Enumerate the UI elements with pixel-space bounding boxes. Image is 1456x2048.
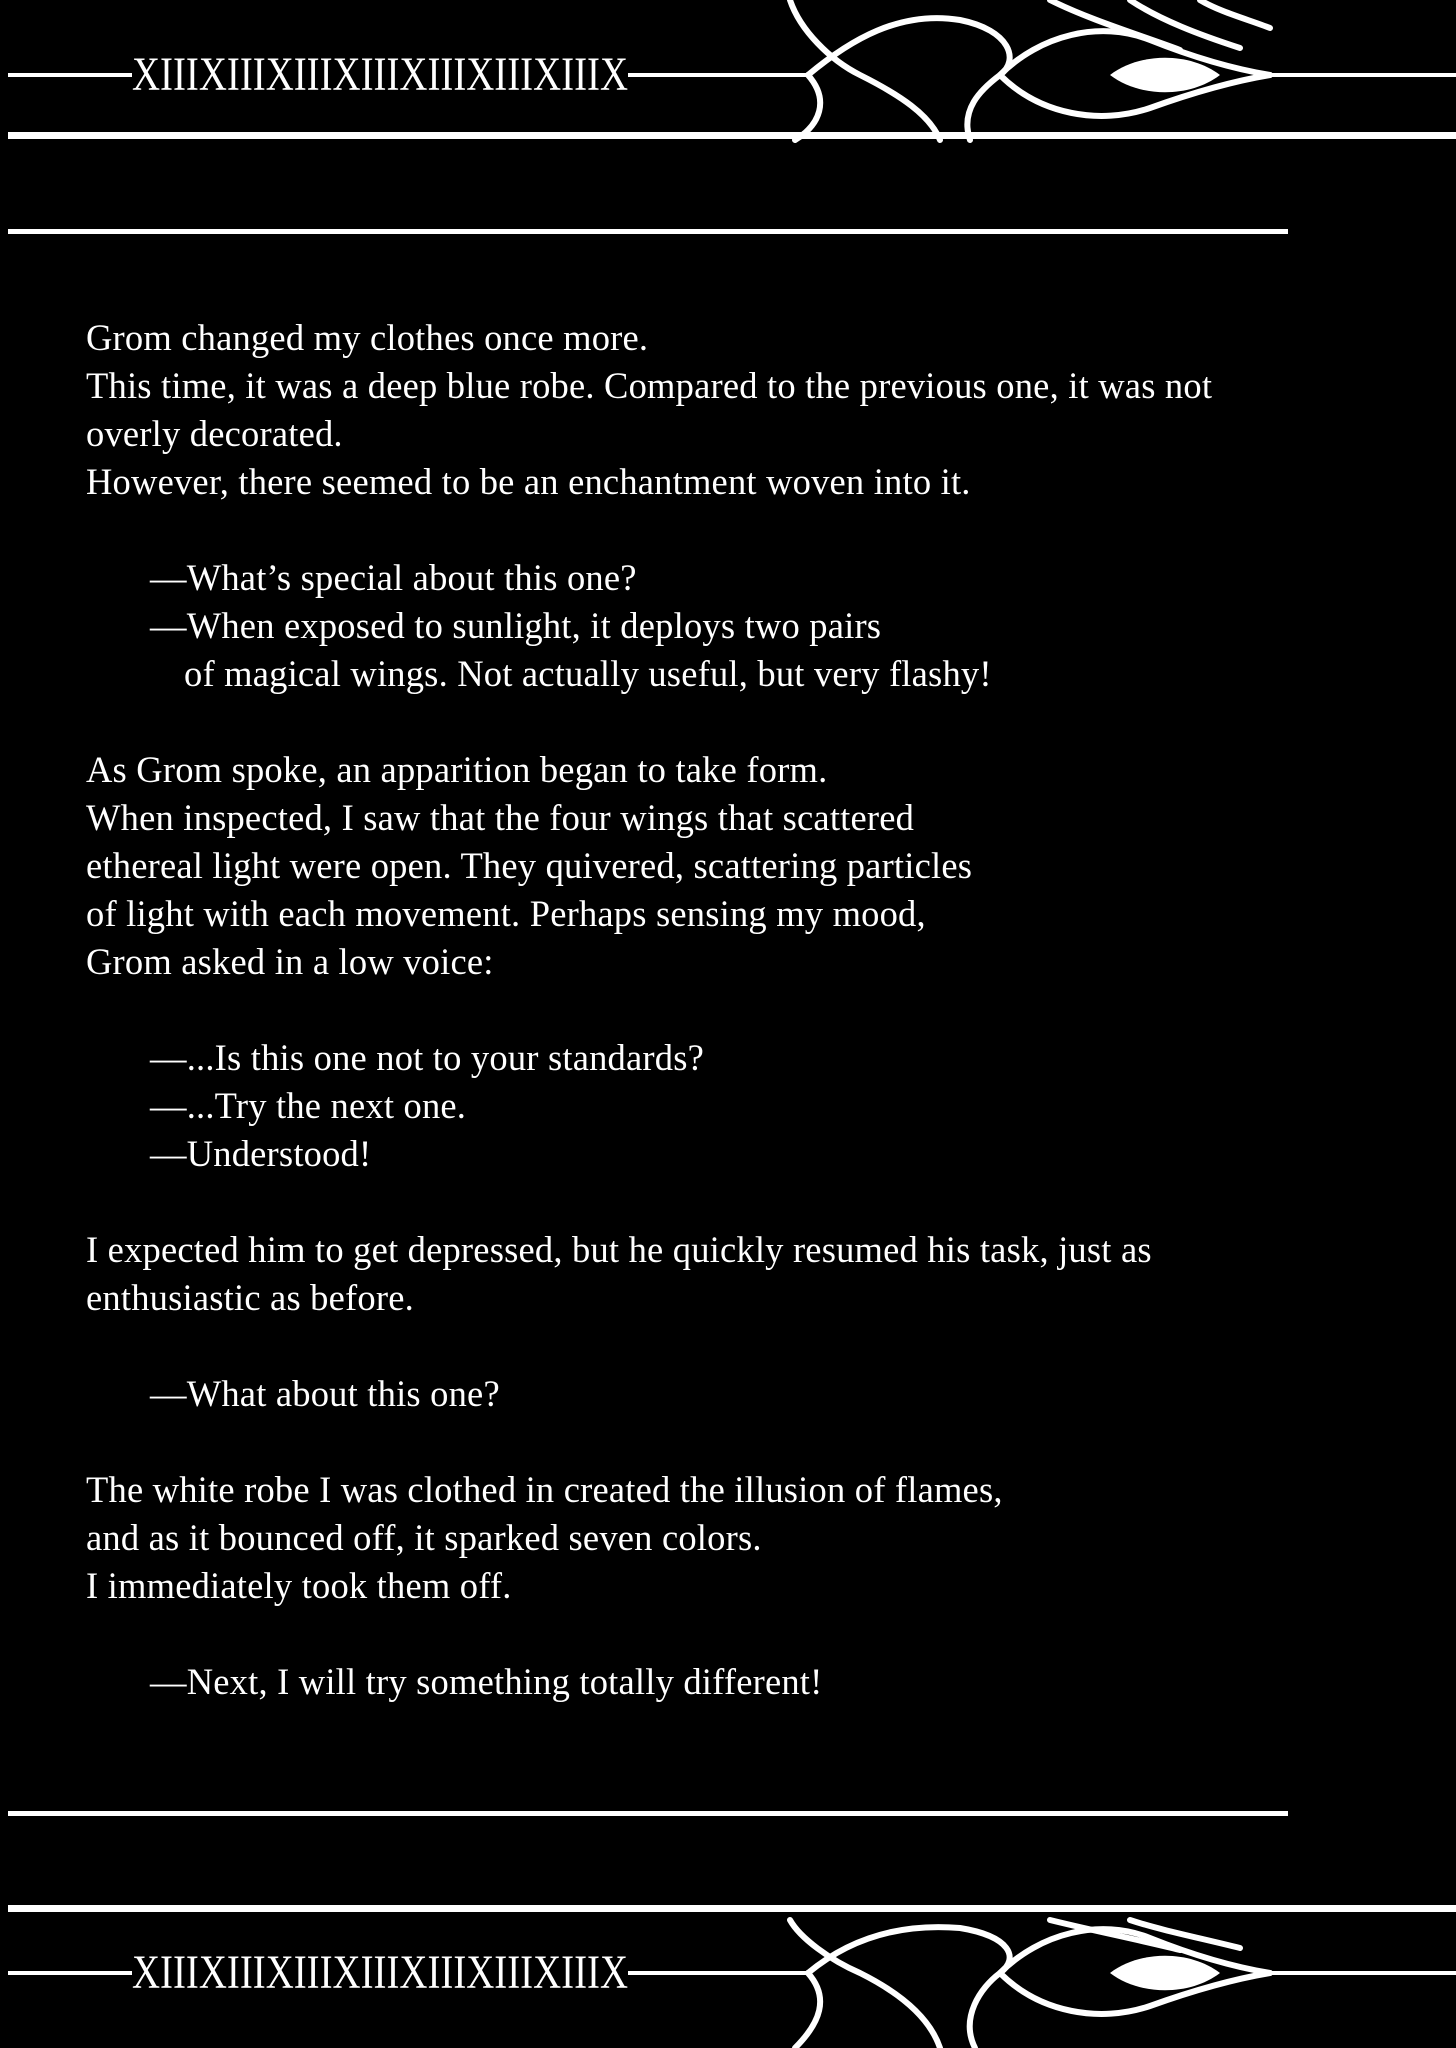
bottom-divider <box>8 1811 1288 1816</box>
dialogue-block <box>86 1034 1336 1178</box>
text-line: and as it bounced off, it sparked seven colors. <box>86 1517 762 1558</box>
text-line: enthusiastic as before. <box>86 1277 414 1318</box>
footer-ornament <box>0 1898 1456 2048</box>
text-line: of light with each movement. Perhaps sensing my mood, <box>86 893 926 934</box>
text-line: The white robe I was clothed in created the illusion of flames, <box>86 1469 1003 1510</box>
paragraph <box>86 1226 1336 1322</box>
text-line: As Grom spoke, an apparition began to take form. <box>86 749 828 790</box>
dialogue-line: —What’s special about this one? <box>150 557 637 598</box>
text-line: Grom asked in a low voice: <box>86 941 494 982</box>
dialogue-line: —Next, I will try something totally different! <box>150 1661 823 1702</box>
dialogue-line: of magical wings. Not actually useful, but very flashy! <box>184 653 992 694</box>
story-text <box>86 314 1336 1706</box>
ornament-graphic <box>0 0 1456 150</box>
dialogue-block <box>86 1658 1336 1706</box>
roman-numeral-band: XIIIXIIIXIIIXIIIXIIIXIIIXIIIX <box>132 1946 628 1999</box>
text-line: This time, it was a deep blue robe. Compared to the previous one, it was not <box>86 365 1213 406</box>
dialogue-line: —What about this one? <box>150 1373 500 1414</box>
text-line: overly decorated. <box>86 413 343 454</box>
text-line: I immediately took them off. <box>86 1565 512 1606</box>
roman-numeral-band: XIIIXIIIXIIIXIIIXIIIXIIIXIIIX <box>132 48 628 101</box>
paragraph <box>86 746 1336 986</box>
text-line: ethereal light were open. They quivered, scattering particles <box>86 845 973 886</box>
dialogue-line: —Understood! <box>150 1133 372 1174</box>
top-divider <box>8 229 1288 234</box>
paragraph <box>86 1466 1336 1610</box>
dialogue-line: —...Is this one not to your standards? <box>150 1037 705 1078</box>
dialogue-line: —When exposed to sunlight, it deploys two pairs <box>150 605 882 646</box>
header-ornament <box>0 0 1456 150</box>
dialogue-block <box>86 1370 1336 1418</box>
dialogue-line: —...Try the next one. <box>150 1085 467 1126</box>
text-line: However, there seemed to be an enchantment woven into it. <box>86 461 971 502</box>
text-line: When inspected, I saw that the four wings that scattered <box>86 797 915 838</box>
paragraph <box>86 314 1336 506</box>
dialogue-block <box>86 554 1336 698</box>
text-line: I expected him to get depressed, but he quickly resumed his task, just as <box>86 1229 1152 1270</box>
ornament-graphic <box>0 1898 1456 2048</box>
text-line: Grom changed my clothes once more. <box>86 317 649 358</box>
